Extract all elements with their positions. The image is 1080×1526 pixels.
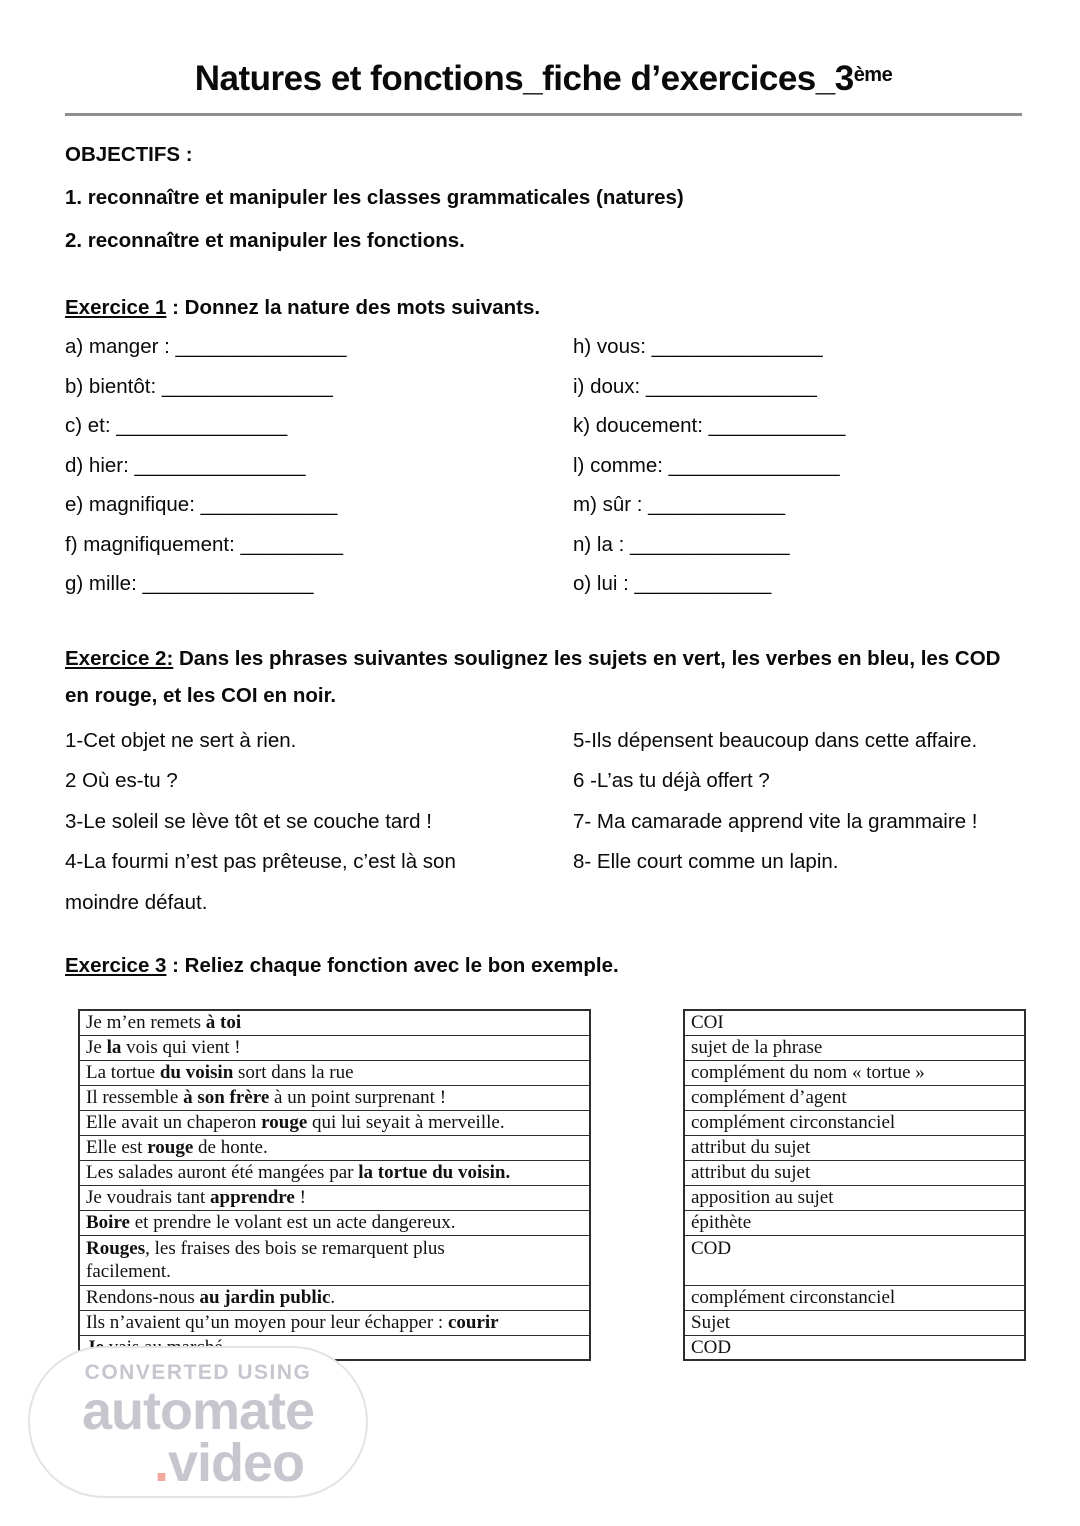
exercise1-instruction: Donnez la nature des mots suivants.: [184, 296, 541, 319]
table-cell: Rouges, les fraises des bois se remarquent plus facilement.: [79, 1235, 590, 1285]
table-cell: Elle est rouge de honte.: [79, 1135, 590, 1160]
table-row: [79, 1160, 590, 1185]
table-cell: Rendons-nous au jardin public.: [79, 1285, 590, 1310]
sentence-item: 8- Elle court comme un lapin.: [573, 850, 839, 873]
word-item: h) vous: _______________: [573, 335, 823, 358]
word-item: b) bientôt: _______________: [65, 374, 333, 398]
table-cell: Boire et prendre le volant est un acte dangereux.: [79, 1210, 590, 1235]
table-cell: sujet de la phrase: [684, 1035, 1025, 1060]
watermark-video-text: video: [167, 1433, 304, 1493]
word-item: d) hier: _______________: [65, 453, 306, 477]
table-cell: COD: [684, 1335, 1025, 1360]
word-item: c) et: _______________: [65, 414, 288, 437]
exercise1-word-list: [65, 327, 1022, 604]
title-divider: [65, 113, 1022, 116]
word-item: g) mille: _______________: [65, 572, 314, 595]
exercise1-heading: [65, 295, 1022, 321]
exercise3-instruction: Reliez chaque fonction avec le bon exemple.: [184, 954, 619, 977]
table-cell: attribut du sujet: [684, 1160, 1025, 1185]
table-row: [684, 1085, 1025, 1110]
exercise1-right-column: [573, 327, 1022, 604]
table-cell: complément circonstanciel: [684, 1285, 1025, 1310]
watermark: [28, 1346, 368, 1498]
table-row: [684, 1110, 1025, 1135]
watermark-brand-automate: automate: [81, 1381, 315, 1441]
table-row: [684, 1160, 1025, 1185]
table-cell: Il ressemble à son frère à un point surprenant !: [79, 1085, 590, 1110]
functions-table: [683, 1009, 1026, 1361]
examples-table-body: [79, 1010, 590, 1360]
exercise2-instruction: Dans les phrases suivantes soulignez les sujets en vert, les verbes en bleu, les COD en rouge, et les COI en noir.: [65, 646, 1001, 707]
table-cell: COD: [684, 1235, 1025, 1285]
table-cell: La tortue du voisin sort dans la rue: [79, 1060, 590, 1085]
exercise2-left-column: [65, 721, 525, 924]
table-row: [684, 1135, 1025, 1160]
table-row: [79, 1135, 590, 1160]
objective-item: 1. reconnaître et manipuler les classes grammaticales (natures): [65, 186, 684, 209]
sentence-item: 2 Où es-tu ?: [65, 769, 178, 792]
table-row: [79, 1310, 590, 1335]
title-superscript: ème: [853, 64, 893, 86]
table-row: [79, 1060, 590, 1085]
table-row: [79, 1285, 590, 1310]
exercise1-left-column: [65, 327, 573, 604]
functions-table-body: [684, 1010, 1025, 1360]
table-cell: complément circonstanciel: [684, 1110, 1025, 1135]
table-cell: Ils n’avaient qu’un moyen pour leur échapper : courir: [79, 1310, 590, 1335]
exercise1-label: Exercice 1: [65, 296, 167, 319]
exercise3-tables: [65, 1009, 1022, 1361]
table-cell: Je voudrais tant apprendre !: [79, 1185, 590, 1210]
sentence-item: 5-Ils dépensent beaucoup dans cette affaire.: [573, 728, 978, 752]
exercise3-separator: :: [166, 954, 185, 977]
word-item: m) sûr : ____________: [573, 493, 785, 516]
sentence-item: 7- Ma camarade apprend vite la grammaire !: [573, 809, 978, 833]
objective-item: 2. reconnaître et manipuler les fonctions.: [65, 229, 465, 252]
table-row: [684, 1060, 1025, 1085]
page-title-text: Natures et fonctions_fiche d’exercices_3: [194, 59, 854, 98]
word-item: o) lui : ____________: [573, 572, 772, 595]
table-row: [684, 1285, 1025, 1310]
table-row: [79, 1085, 590, 1110]
table-cell: Sujet: [684, 1310, 1025, 1335]
table-cell: Les salades auront été mangées par la tortue du voisin.: [79, 1160, 590, 1185]
word-item: l) comme: _______________: [573, 453, 840, 477]
sentence-item: 1-Cet objet ne sert à rien.: [65, 728, 297, 752]
watermark-dot: .: [153, 1433, 168, 1493]
sentence-item: 6 -L’as tu déjà offert ?: [573, 769, 770, 792]
word-item: a) manger : _______________: [65, 335, 347, 358]
table-row: [684, 1010, 1025, 1035]
table-row: [684, 1235, 1025, 1285]
watermark-label: CONVERTED USING: [84, 1361, 312, 1384]
table-cell: Je la vois qui vient !: [79, 1035, 590, 1060]
exercise2-heading: [65, 640, 1022, 715]
sentence-item: 3-Le soleil se lève tôt et se couche tard !: [65, 809, 432, 833]
word-item: n) la : ______________: [573, 532, 790, 556]
exercise3-heading: [65, 953, 1022, 979]
exercise3-label: Exercice 3: [65, 954, 167, 977]
examples-table: [78, 1009, 591, 1361]
table-row: [684, 1035, 1025, 1060]
table-row: [79, 1110, 590, 1135]
table-row: [79, 1235, 590, 1285]
table-cell: Elle avait un chaperon rouge qui lui seyait à merveille.: [79, 1110, 590, 1135]
table-row: [79, 1185, 590, 1210]
exercise1-separator: :: [166, 296, 185, 319]
table-row: [79, 1035, 590, 1060]
table-cell: complément d’agent: [684, 1085, 1025, 1110]
page-title: [65, 58, 1022, 100]
table-row: [684, 1310, 1025, 1335]
table-cell: Je m’en remets à toi: [79, 1010, 590, 1035]
table-cell: apposition au sujet: [684, 1185, 1025, 1210]
word-item: i) doux: _______________: [573, 374, 817, 398]
exercise2-label: Exercice 2:: [65, 646, 174, 670]
table-cell: complément du nom « tortue »: [684, 1060, 1025, 1085]
word-item: e) magnifique: ____________: [65, 493, 338, 516]
table-row: [684, 1335, 1025, 1360]
table-row: [684, 1210, 1025, 1235]
sentence-item: 4-La fourmi n’est pas prêteuse, c’est là son moindre défaut.: [65, 850, 456, 914]
table-row: [684, 1185, 1025, 1210]
objectives-heading: OBJECTIFS :: [65, 143, 193, 166]
table-row: [79, 1010, 590, 1035]
watermark-brand-video: [30, 1433, 366, 1493]
table-row: [79, 1210, 590, 1235]
table-cell: COI: [684, 1010, 1025, 1035]
word-item: k) doucement: ____________: [573, 414, 846, 437]
exercise2-sentence-list: [65, 721, 1022, 924]
exercise2-right-column: [573, 721, 1022, 924]
table-cell: épithète: [684, 1210, 1025, 1235]
table-cell: attribut du sujet: [684, 1135, 1025, 1160]
word-item: f) magnifiquement: _________: [65, 532, 344, 556]
